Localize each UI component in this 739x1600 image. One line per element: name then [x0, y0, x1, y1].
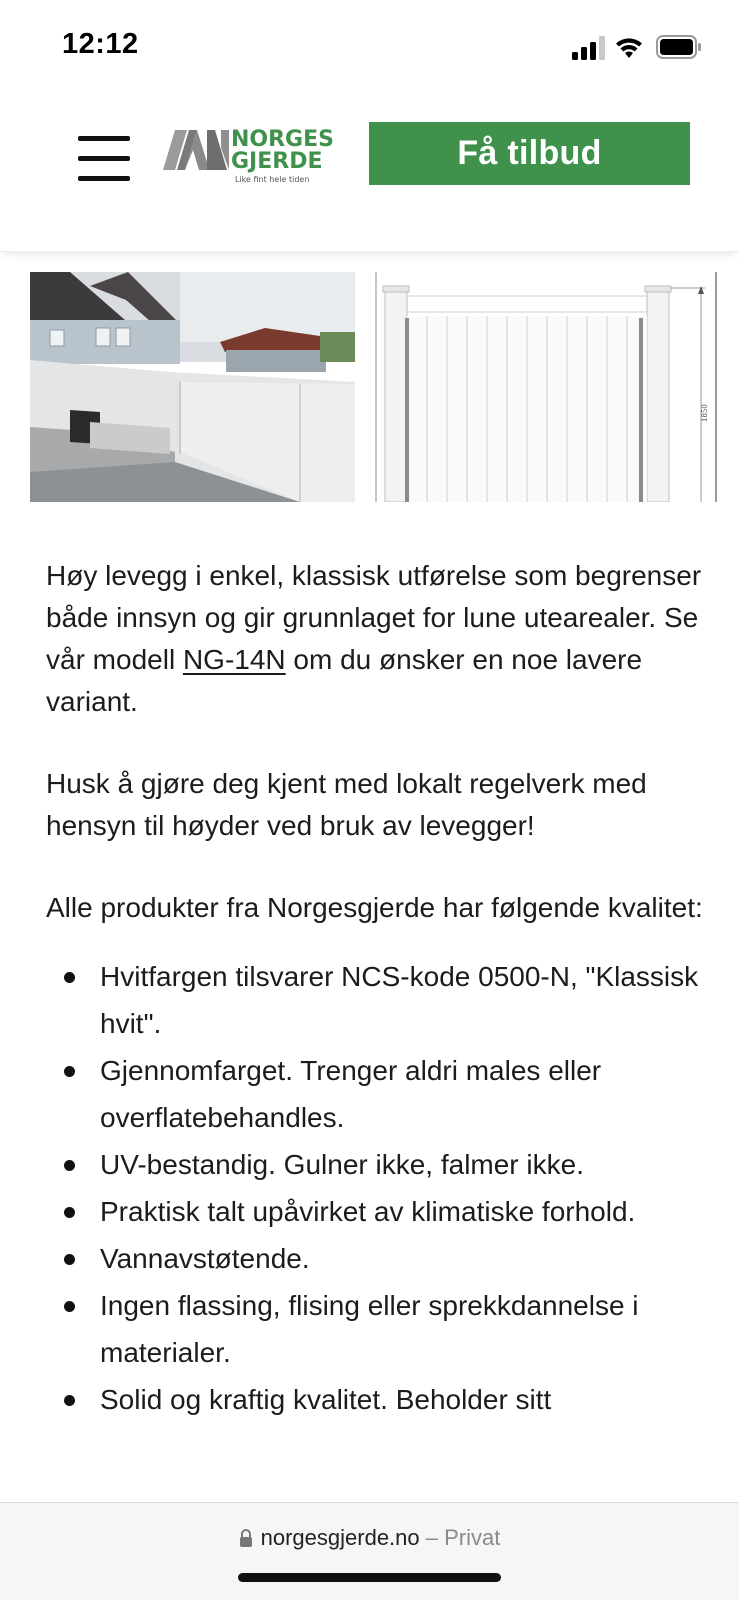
menu-icon[interactable] — [78, 136, 130, 182]
intro-paragraph: Høy levegg i enkel, klassisk utførelse som begrenser både innsyn og gir grunnlaget for lune utearealer. Se vår modell NG-14N om du ønsker en noe lavere variant. — [46, 560, 702, 717]
get-quote-button[interactable]: Få tilbud — [369, 122, 690, 185]
technical-drawing[interactable] — [375, 272, 723, 502]
list-item: Ingen flassing, flising eller sprekkdannelse i materialer. — [46, 1282, 706, 1376]
status-time: 12:12 — [62, 28, 139, 60]
url-display[interactable] — [0, 1525, 739, 1551]
battery-icon — [656, 34, 702, 60]
regulation-note: Husk å gjøre deg kjent med lokalt regelverk med hensyn til høyder ved bruk av levegger! — [46, 768, 647, 841]
browser-address-bar[interactable] — [0, 1502, 739, 1600]
svg-text:Like fint hele tiden: Like fint hele tiden — [235, 175, 310, 184]
list-item: Vannavstøtende. — [46, 1235, 706, 1282]
quality-intro: Alle produkter fra Norgesgjerde har følgende kvalitet: — [46, 892, 703, 923]
domain-text: norgesgjerde.no — [260, 1525, 420, 1550]
lock-icon — [239, 1529, 253, 1547]
wifi-icon — [614, 34, 644, 60]
ng-14n-link[interactable]: NG-14N — [182, 644, 286, 675]
feature-list — [46, 953, 706, 1423]
list-item: Hvitfargen tilsvarer NCS-kode 0500-N, "Klassisk hvit". — [46, 953, 706, 1047]
list-item: Gjennomfarget. Trenger aldri males eller overflatebehandles. — [46, 1047, 706, 1141]
home-indicator[interactable] — [238, 1573, 501, 1582]
list-item: Solid og kraftig kvalitet. Beholder sitt — [46, 1376, 706, 1423]
norgesgjerde-logo[interactable] — [163, 122, 343, 188]
product-description — [46, 555, 706, 1423]
site-header — [0, 92, 739, 252]
list-item: UV-bestandig. Gulner ikke, falmer ikke. — [46, 1141, 706, 1188]
cellular-signal-icon — [572, 36, 606, 60]
product-photo[interactable] — [30, 272, 355, 502]
svg-text:GJERDE: GJERDE — [231, 149, 323, 174]
svg-text:NORGES: NORGES — [231, 127, 334, 152]
privacy-label: – Privat — [425, 1525, 501, 1550]
status-bar — [0, 0, 739, 92]
svg-text:1850: 1850 — [701, 404, 709, 422]
list-item: Praktisk talt upåvirket av klimatiske forhold. — [46, 1188, 706, 1235]
